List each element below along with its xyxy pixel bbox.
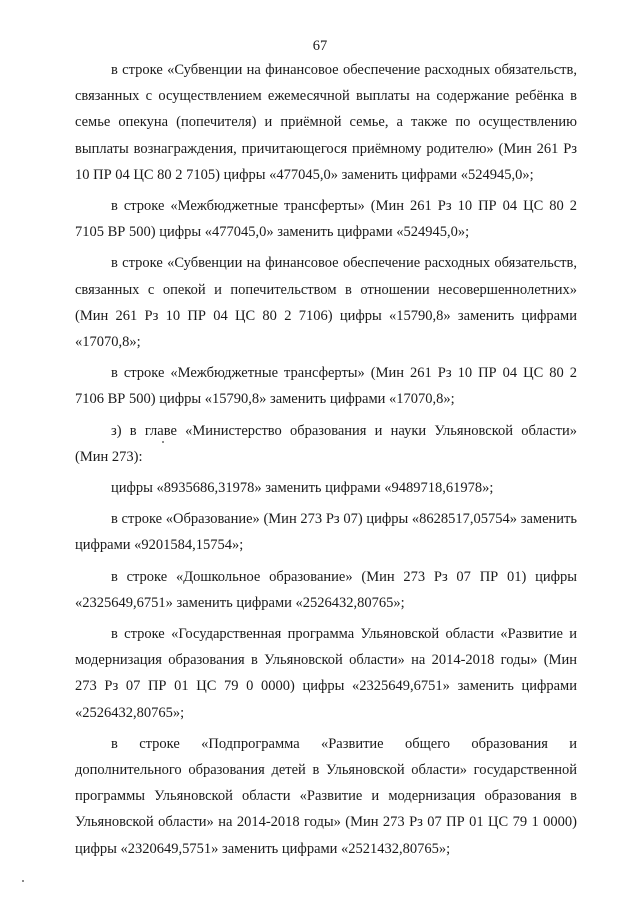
scan-speck <box>162 441 164 443</box>
paragraph: в строке «Субвенции на финансовое обеспечение расходных обязательств, связанных с осуществлением ежемесячной выплаты на содержание ребёнка в семье опекуна (попечителя) и приёмной семье, а также по осуществлению выплаты вознаграждения, причитающегося приёмному родителю» (Мин 261 Рз 10 ПР 04 ЦС 80 2 7105) цифры «477045,0» заменить цифрами «524945,0»; <box>75 62 577 183</box>
document-body <box>75 57 577 867</box>
paragraph: з) в главе «Министерство образования и науки Ульяновской области» (Мин 273): <box>75 422 577 465</box>
paragraph: в строке «Субвенции на финансовое обеспечение расходных обязательств, связанных с опекой и попечительством в отношении несовершеннолетних» (Мин 261 Рз 10 ПР 04 ЦС 80 2 7106) цифры «15790,8» заменить цифрами «17070,8»; <box>75 255 577 351</box>
scan-speck <box>22 880 24 882</box>
paragraph: в строке «Дошкольное образование» (Мин 273 Рз 07 ПР 01) цифры «2325649,6751» заменить цифрами «2526432,80765»; <box>75 568 577 611</box>
paragraph: в строке «Межбюджетные трансферты» (Мин 261 Рз 10 ПР 04 ЦС 80 2 7106 ВР 500) цифры «15790,8» заменить цифрами «17070,8»; <box>75 365 577 408</box>
paragraph: в строке «Государственная программа Ульяновской области «Развитие и модернизация образования в Ульяновской области» на 2014-2018 годы» (Мин 273 Рз 07 ПР 01 ЦС 79 0 0000) цифры «2325649,6751» заменить цифрами «2526432,80765»; <box>75 626 577 721</box>
paragraph: цифры «8935686,31978» заменить цифрами «9489718,61978»; <box>111 480 494 497</box>
paragraph: в строке «Межбюджетные трансферты» (Мин 261 Рз 10 ПР 04 ЦС 80 2 7105 ВР 500) цифры «477045,0» заменить цифрами «524945,0»; <box>75 198 577 241</box>
page-number: 67 <box>312 38 328 54</box>
paragraph: в строке «Образование» (Мин 273 Рз 07) цифры «8628517,05754» заменить цифрами «9201584,15754»; <box>75 511 577 554</box>
paragraph: в строке «Подпрограмма «Развитие общего образования и дополнительного образования детей в Ульяновской области» государственной программы Ульяновской области «Развитие и модернизация образования в Ульяновской области» на 2014-2018 годы» (Мин 273 Рз 07 ПР 01 ЦС 79 1 0000) цифры «2320649,5751» заменить цифрами «2521432,80765»; <box>75 735 577 857</box>
